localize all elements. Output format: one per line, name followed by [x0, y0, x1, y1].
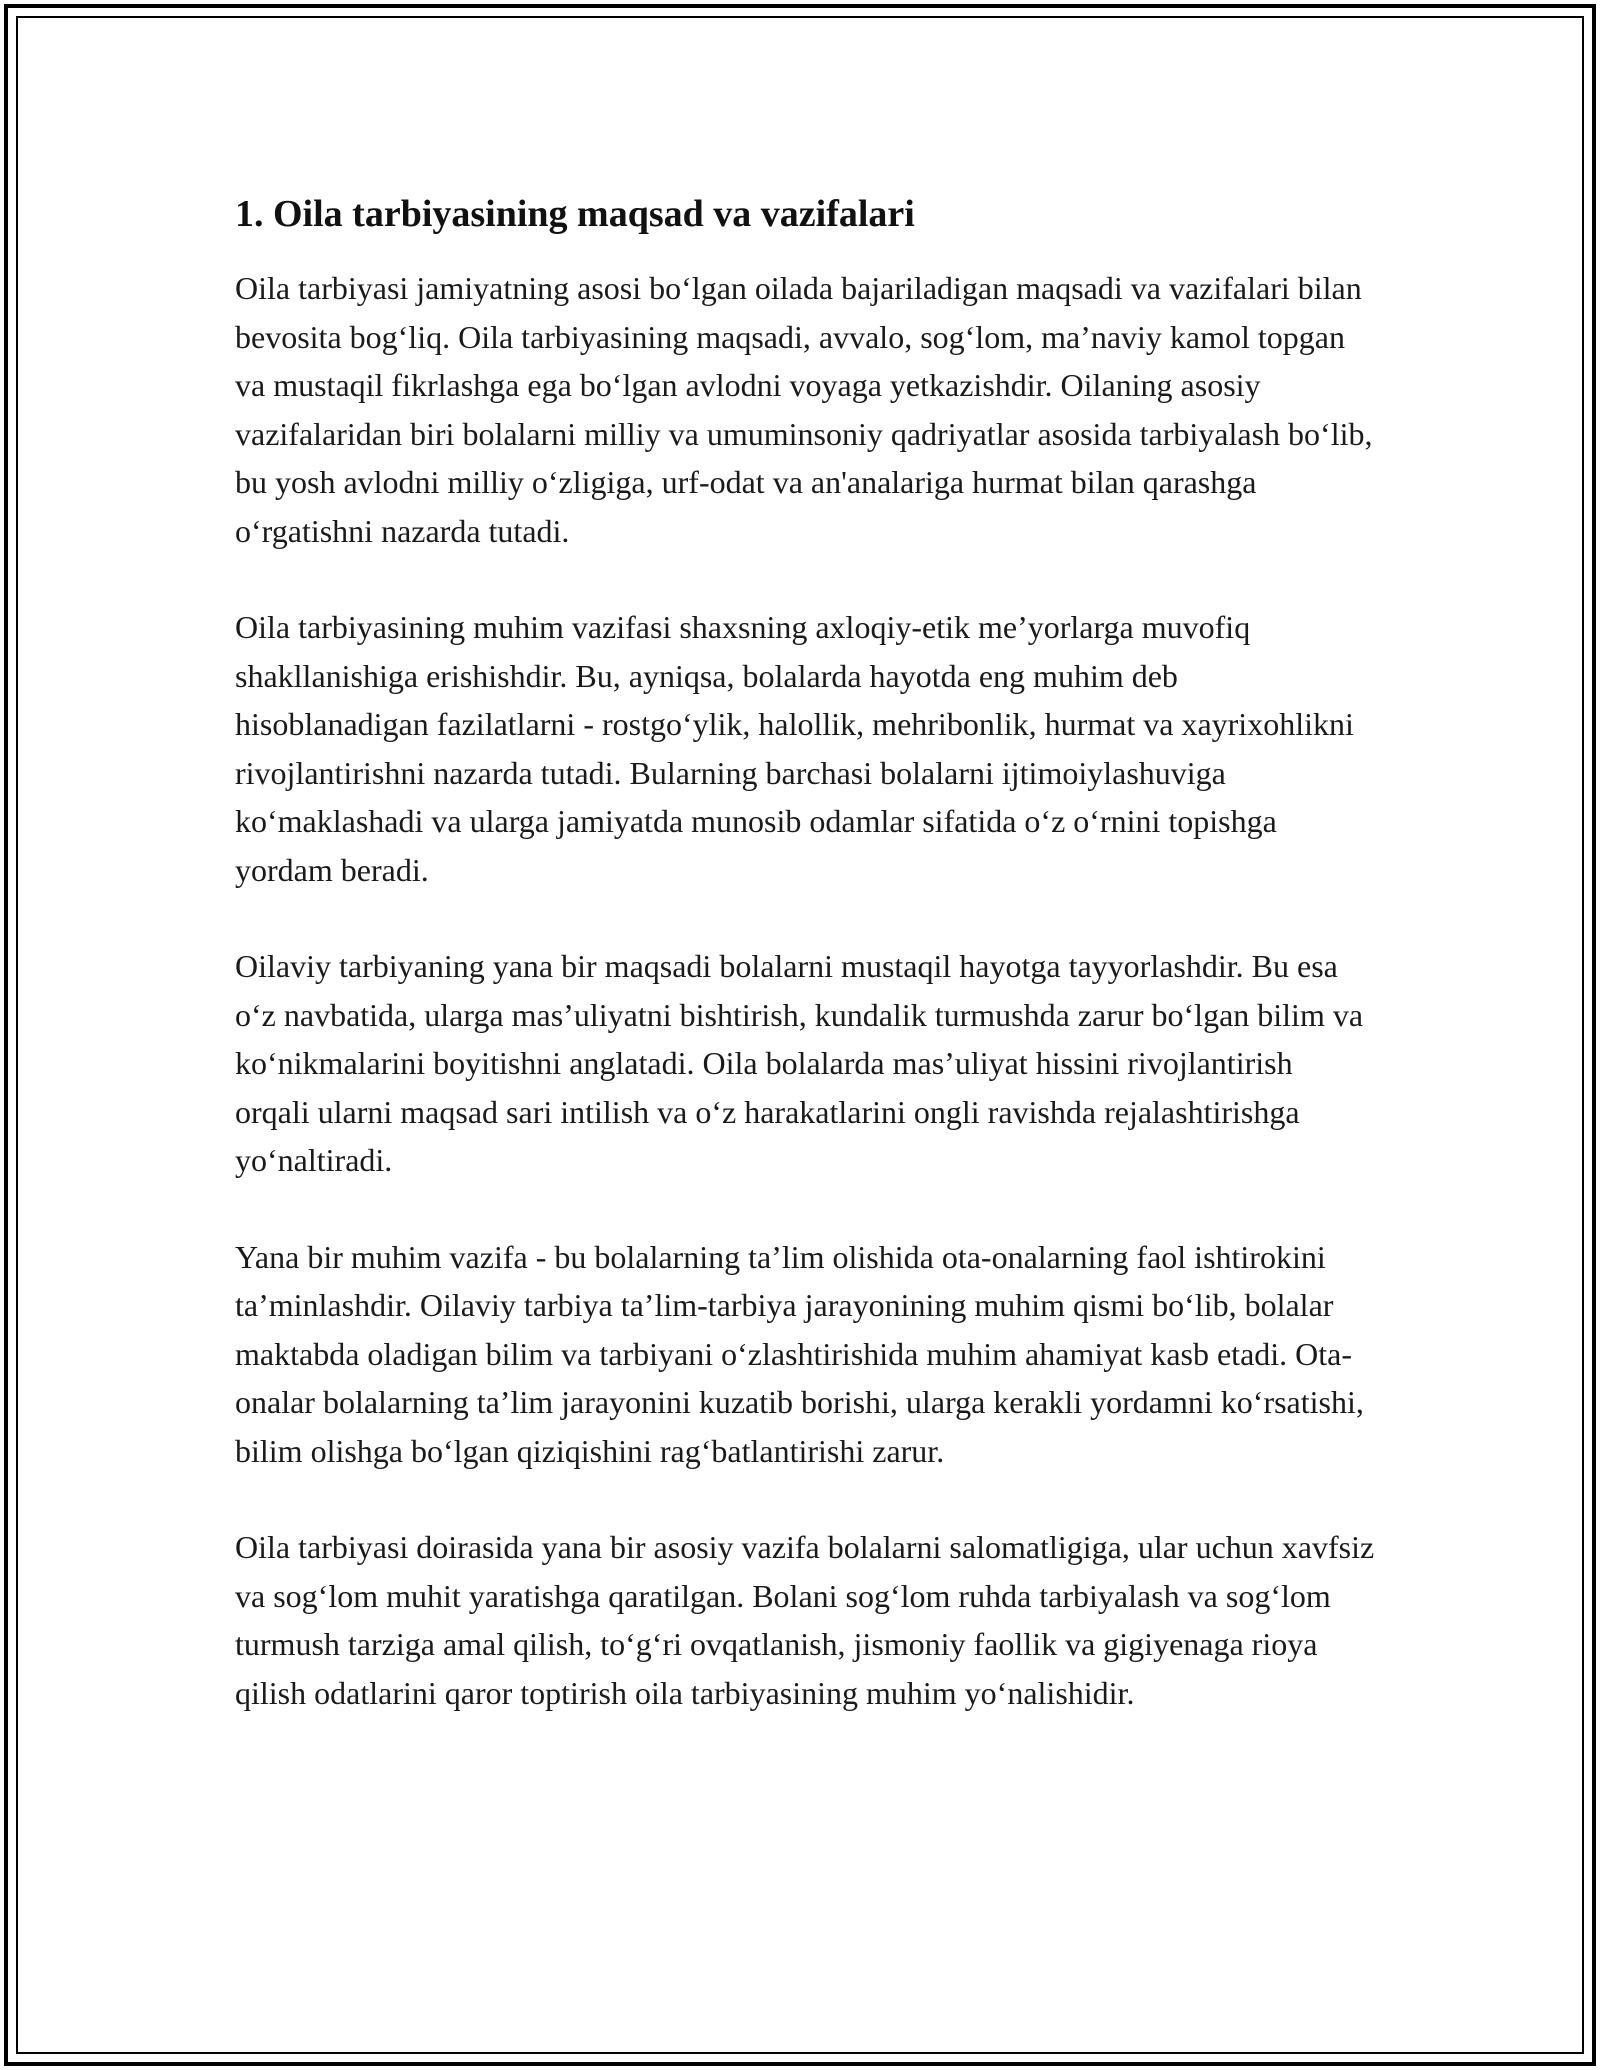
paragraph-5: Oila tarbiyasi doirasida yana bir asosiy vazifa bolalarni salomatligiga, ular uchun xavfsiz va sog‘lom muhit yaratishga qaratilgan. Bolani sog‘lom ruhda tarbiyalash va sog‘lom turmush tarziga amal qilish, to‘g‘ri ovqatlanish, jismoniy faollik va gigiyenaga rioya qilish odatlarini qaror toptirish oila tarbiyasining muhim yo‘nalishidir.	[235, 1529, 1375, 1711]
paragraph-2: Oila tarbiyasining muhim vazifasi shaxsning axloqiy-etik me’yorlarga muvofiq shakllanishiga erishishdir. Bu, ayniqsa, bolalarda hayotda eng muhim deb hisoblanadigan fazilatlarni - rostgo‘ylik, halollik, mehribonlik, hurmat va xayrixohlikni rivojlantirishni nazarda tutadi. Bularning barchasi bolalarni ijtimoiylashuviga ko‘maklashadi va ularga jamiyatda munosib odamlar sifatida o‘z o‘rnini topishga yordam beradi.	[235, 609, 1354, 888]
paragraph-1: Oila tarbiyasi jamiyatning asosi bo‘lgan oilada bajariladigan maqsadi va vazifalari bilan bevosita bog‘liq. Oila tarbiyasining maqsadi, avvalo, sog‘lom, ma’naviy kamol topgan va mustaqil fikrlashga ega bo‘lgan avlodni voyaga yetkazishdir. Oilaning asosiy vazifalaridan biri bolalarni milliy va umuminsoniy qadriyatlar asosida tarbiyalash bo‘lib, bu yosh avlodni milliy o‘zligiga, urf-odat va an'analariga hurmat bilan qarashga o‘rgatishni nazarda tutadi.	[235, 270, 1373, 549]
document-body	[235, 188, 1375, 1765]
paragraph-3: Oilaviy tarbiyaning yana bir maqsadi bolalarni mustaqil hayotga tayyorlashdir. Bu esa o‘z navbatida, ularga mas’uliyatni bishtirish, kundalik turmushda zarur bo‘lgan bilim va ko‘nikmalarini boyitishni anglatadi. Oila bolalarda mas’uliyat hissini rivojlantirish orqali ularni maqsad sari intilish va o‘z harakatlarini ongli ravishda rejalashtirishga yo‘naltiradi.	[235, 948, 1364, 1178]
paragraph-4: Yana bir muhim vazifa - bu bolalarning ta’lim olishida ota-onalarning faol ishtirokini ta’minlashdir. Oilaviy tarbiya ta’lim-tarbiya jarayonining muhim qismi bo‘lib, bolalar maktabda oladigan bilim va tarbiyani o‘zlashtirishida muhim ahamiyat kasb etadi. Ota-onalar bolalarning ta’lim jarayonini kuzatib borishi, ularga kerakli yordamni ko‘rsatishi, bilim olishga bo‘lgan qiziqishini rag‘batlantirishi zarur.	[235, 1238, 1364, 1469]
section-heading: 1. Oila tarbiyasining maqsad va vazifalari	[235, 193, 915, 235]
